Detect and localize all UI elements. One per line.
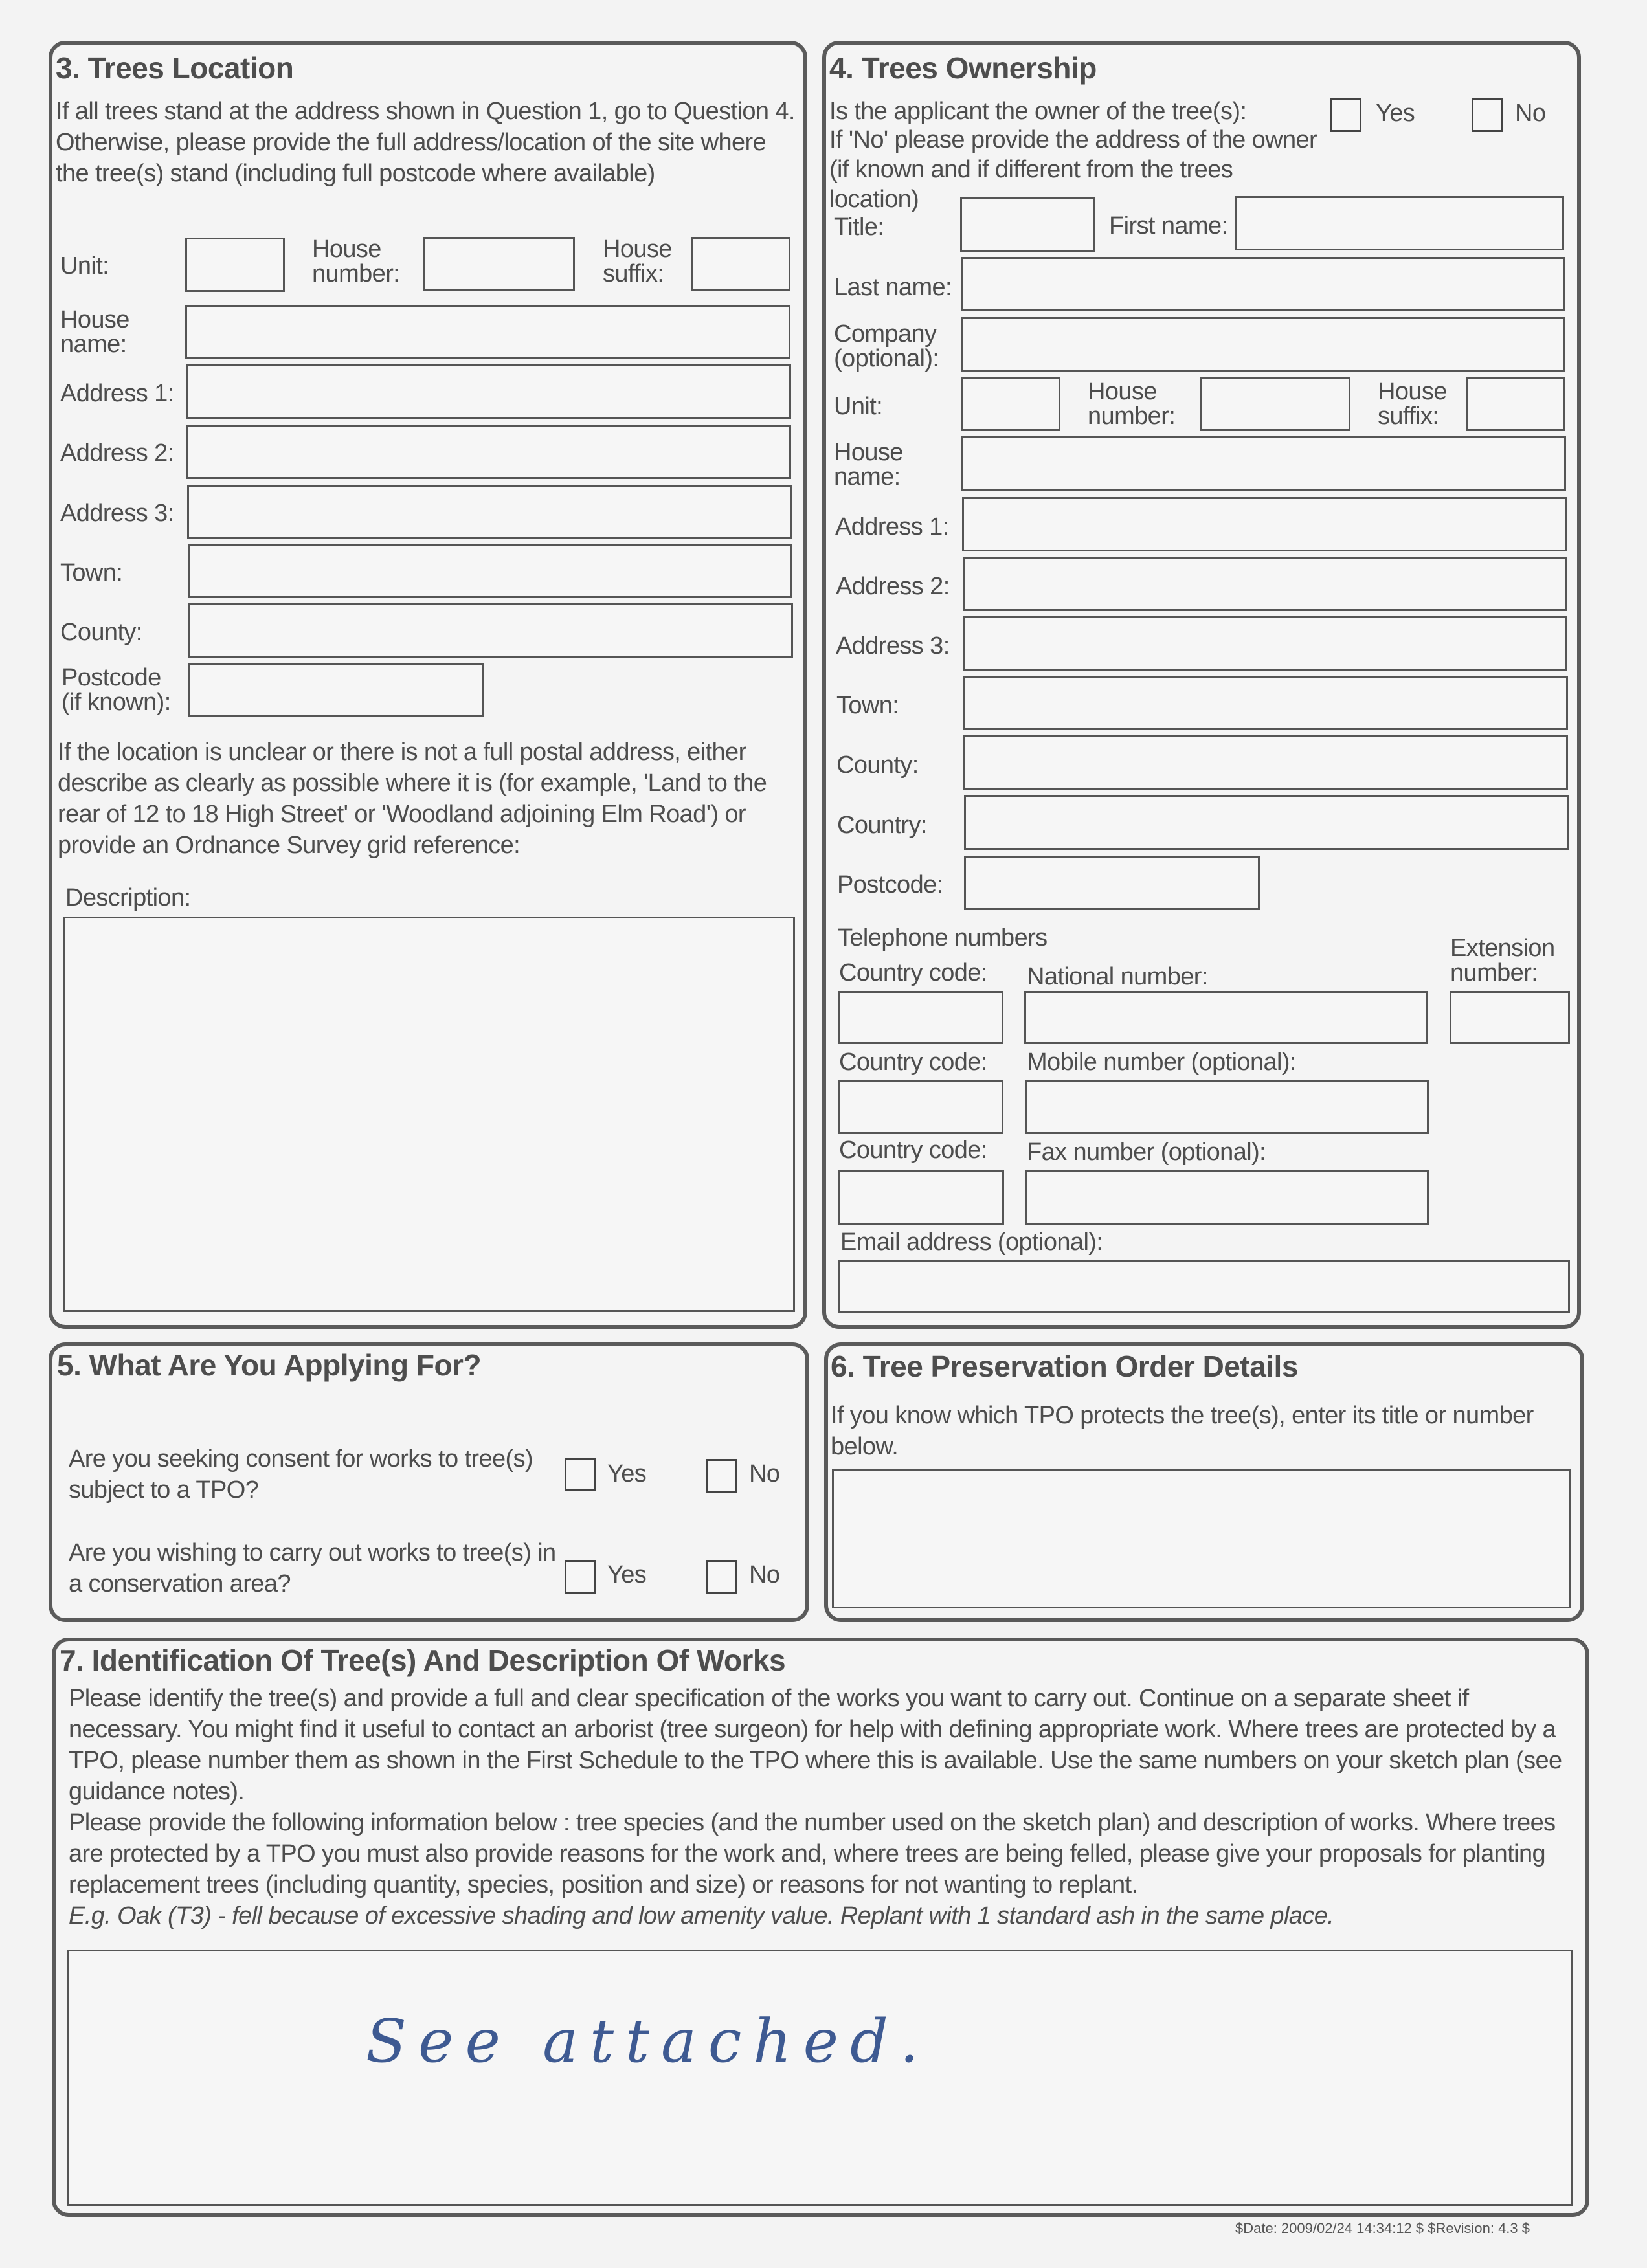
q1-no-label: No <box>749 1460 780 1487</box>
owner-county-field[interactable] <box>963 735 1568 790</box>
owner-title-label: Title: <box>834 214 884 241</box>
owner-unit-field[interactable] <box>961 377 1060 431</box>
revision-footer: $Date: 2009/02/24 14:34:12 $ $Revision: 4.3 $ <box>1235 2220 1530 2236</box>
works-description-field[interactable] <box>67 1950 1573 2206</box>
q2-yes-checkbox[interactable] <box>565 1560 596 1594</box>
owner-title-field[interactable] <box>960 197 1095 252</box>
county-label: County: <box>60 619 142 646</box>
q2-yes-label: Yes <box>607 1561 647 1588</box>
location-note: If the location is unclear or there is not a full postal address, either describe as clearly as possible where it is (for example, 'Land to the rear of 12 to 18 High Street' or 'Woodland adjoining Elm Road') or provide an Ordnance Survey grid reference: <box>58 739 767 859</box>
section3-intro: If all trees stand at the address shown in Question 1, go to Question 4. Otherwise, please provide the full address/location of the site where the tree(s) stand (including full postcode where available) <box>56 98 795 187</box>
owner-house-name-field[interactable] <box>961 436 1566 491</box>
owner-yes-checkbox[interactable] <box>1330 98 1361 132</box>
owner-town-label: Town: <box>836 692 899 719</box>
email-label: Email address (optional): <box>840 1228 1103 1256</box>
section7-para1: Please identify the tree(s) and provide a full and clear specification of the works you want to carry out. Continue on a separate sheet if necessary. You might find it useful to contact an arborist (tree surgeon) for help with defining appropriate work. Where trees are protected by a TPO, please number them as shown in the First Schedule to the TPO where this is available. Use the same numbers on your sketch plan (see guidance notes). <box>69 1685 1562 1805</box>
extension-number-field[interactable] <box>1450 991 1570 1044</box>
section3-title: 3. Trees Location <box>56 51 294 85</box>
house-name-field[interactable] <box>185 305 790 359</box>
owner-first-name-field[interactable] <box>1235 196 1564 250</box>
q2-no-checkbox[interactable] <box>706 1560 737 1594</box>
q1-no-checkbox[interactable] <box>706 1459 737 1493</box>
tpo-details-field[interactable] <box>832 1469 1571 1608</box>
extension-number-label: Extension number: <box>1450 935 1555 986</box>
owner-last-name-label: Last name: <box>834 274 952 301</box>
q2-no-label: No <box>749 1561 780 1588</box>
owner-address2-field[interactable] <box>963 557 1567 611</box>
section7-title: 7. Identification Of Tree(s) And Description Of Works <box>60 1643 786 1677</box>
q1-yes-checkbox[interactable] <box>565 1458 596 1491</box>
mobile-number-label: Mobile number (optional): <box>1027 1049 1296 1076</box>
owner-address3-label: Address 3: <box>836 632 950 660</box>
owner-yes-label: Yes <box>1376 100 1415 127</box>
owner-address2-label: Address 2: <box>836 573 950 600</box>
owner-question: Is the applicant the owner of the tree(s): <box>829 98 1247 125</box>
owner-postcode-label: Postcode: <box>837 871 943 898</box>
owner-address1-label: Address 1: <box>835 513 949 540</box>
owner-last-name-field[interactable] <box>961 257 1565 311</box>
county-field[interactable] <box>188 603 793 658</box>
tel-country-code-label: Country code: <box>839 959 987 986</box>
house-number-label: House number: <box>312 236 400 287</box>
q1-text: Are you seeking consent for works to tree(s) subject to a TPO? <box>69 1445 533 1504</box>
national-number-field[interactable] <box>1024 991 1428 1044</box>
address1-label: Address 1: <box>60 380 174 407</box>
house-suffix-label: House suffix: <box>603 236 672 287</box>
house-name-label: House name: <box>60 306 129 358</box>
owner-house-suffix-label: House suffix: <box>1378 378 1447 430</box>
mobile-number-field[interactable] <box>1025 1080 1429 1134</box>
owner-house-number-field[interactable] <box>1200 377 1350 431</box>
mobile-country-code-field[interactable] <box>838 1080 1003 1134</box>
owner-company-label: Company (optional): <box>834 320 939 372</box>
owner-no-label: No <box>1515 100 1546 127</box>
national-number-label: National number: <box>1027 963 1208 990</box>
address2-label: Address 2: <box>60 439 174 467</box>
unit-label: Unit: <box>60 252 109 280</box>
q2-text: Are you wishing to carry out works to tree(s) in a conservation area? <box>69 1539 556 1597</box>
owner-address3-field[interactable] <box>963 616 1567 671</box>
section6-intro: If you know which TPO protects the tree(s), enter its title or number below. <box>831 1402 1534 1460</box>
unit-field[interactable] <box>185 238 285 292</box>
section5-title: 5. What Are You Applying For? <box>57 1348 482 1382</box>
postcode-field[interactable] <box>188 663 484 717</box>
section7-para2: Please provide the following information below : tree species (and the number used on the sketch plan) and description of works. Where trees are protected by a TPO you must also provide reasons for the work and, where trees are being felled, please give your proposals for planting replacement trees (including quantity, species, position and size) or reasons for not wanting to replant. <box>69 1809 1556 1898</box>
fax-number-field[interactable] <box>1025 1170 1429 1225</box>
section7-example: E.g. Oak (T3) - fell because of excessive shading and low amenity value. Replant with 1 standard ash in the same place. <box>69 1902 1334 1929</box>
house-suffix-field[interactable] <box>691 237 790 291</box>
email-field[interactable] <box>838 1260 1570 1313</box>
description-field[interactable] <box>63 917 795 1312</box>
owner-country-label: Country: <box>837 812 927 839</box>
handwritten-entry: See attached. <box>366 2007 931 2076</box>
town-field[interactable] <box>188 544 792 598</box>
owner-country-field[interactable] <box>964 795 1569 850</box>
owner-house-suffix-field[interactable] <box>1466 377 1565 431</box>
town-label: Town: <box>60 559 123 586</box>
fax-country-code-label: Country code: <box>839 1137 987 1164</box>
owner-house-name-label: House name: <box>834 439 903 491</box>
owner-county-label: County: <box>836 751 919 779</box>
section6-title: 6. Tree Preservation Order Details <box>831 1350 1298 1383</box>
owner-town-field[interactable] <box>963 676 1568 730</box>
fax-country-code-field[interactable] <box>838 1170 1004 1225</box>
house-number-field[interactable] <box>423 237 575 291</box>
description-label: Description: <box>65 884 191 911</box>
section4-title: 4. Trees Ownership <box>829 51 1097 85</box>
owner-address1-field[interactable] <box>962 497 1567 551</box>
owner-no-checkbox[interactable] <box>1472 98 1503 132</box>
address1-field[interactable] <box>186 364 791 419</box>
postcode-label: Postcode (if known): <box>62 664 171 716</box>
owner-unit-label: Unit: <box>834 393 883 420</box>
address3-field[interactable] <box>187 485 792 539</box>
owner-postcode-field[interactable] <box>964 856 1260 910</box>
mobile-country-code-label: Country code: <box>839 1049 987 1076</box>
owner-first-name-label: First name: <box>1109 212 1228 239</box>
owner-house-number-label: House number: <box>1088 378 1176 430</box>
tel-country-code-field[interactable] <box>838 991 1003 1044</box>
if-no-note: If 'No' please provide the address of the owner (if known and if different from the trees location) <box>829 126 1317 213</box>
q1-yes-label: Yes <box>607 1460 647 1487</box>
fax-number-label: Fax number (optional): <box>1027 1139 1266 1166</box>
telephone-heading: Telephone numbers <box>838 924 1048 951</box>
owner-company-field[interactable] <box>961 317 1565 372</box>
address2-field[interactable] <box>186 425 791 479</box>
address3-label: Address 3: <box>60 500 174 527</box>
